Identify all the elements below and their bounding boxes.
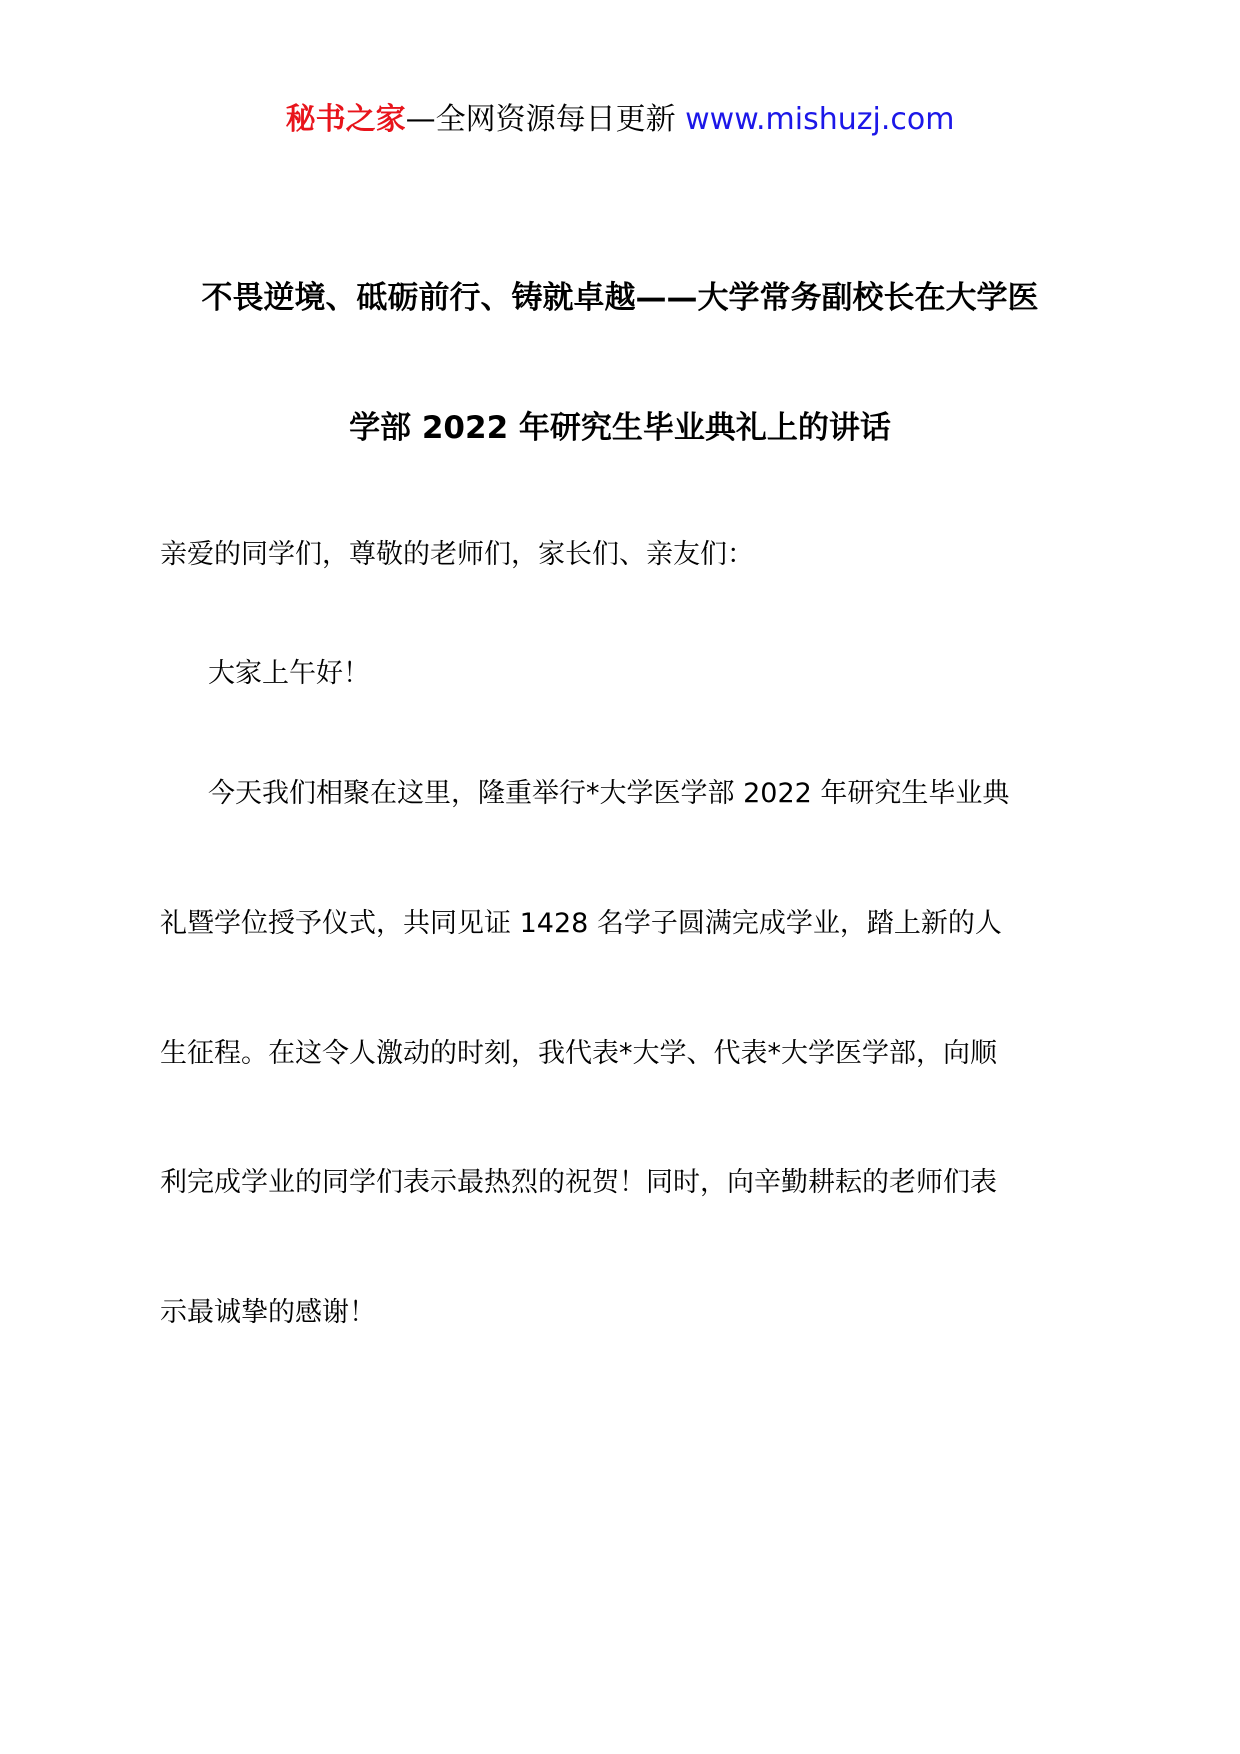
body-line: 示最诚挚的感谢！	[160, 1297, 376, 1328]
brand-name: 秘书之家	[285, 102, 406, 137]
document-title-line-1: 不畏逆境、砥砺前行、铸就卓越——大学常务副校长在大学医	[201, 280, 1039, 316]
body-line: 生征程。在这令人激动的时刻，我代表*大学、代表*大学医学部，向顺	[160, 1038, 997, 1069]
header-slogan: —全网资源每日更新	[405, 102, 676, 137]
site-url-link[interactable]: www.mishuzj.com	[685, 102, 955, 137]
site-header	[0, 100, 1240, 140]
body-line: 利完成学业的同学们表示最热烈的祝贺！同时，向辛勤耕耘的老师们表	[160, 1167, 997, 1198]
document-title-line-2: 学部 2022 年研究生毕业典礼上的讲话	[349, 410, 891, 446]
body-line: 今天我们相聚在这里，隆重举行*大学医学部 2022 年研究生毕业典	[208, 778, 1010, 809]
salutation: 亲爱的同学们，尊敬的老师们，家长们、亲友们：	[160, 539, 754, 570]
body-line: 礼暨学位授予仪式，共同见证 1428 名学子圆满完成学业，踏上新的人	[160, 908, 1002, 939]
greeting: 大家上午好！	[208, 658, 370, 689]
